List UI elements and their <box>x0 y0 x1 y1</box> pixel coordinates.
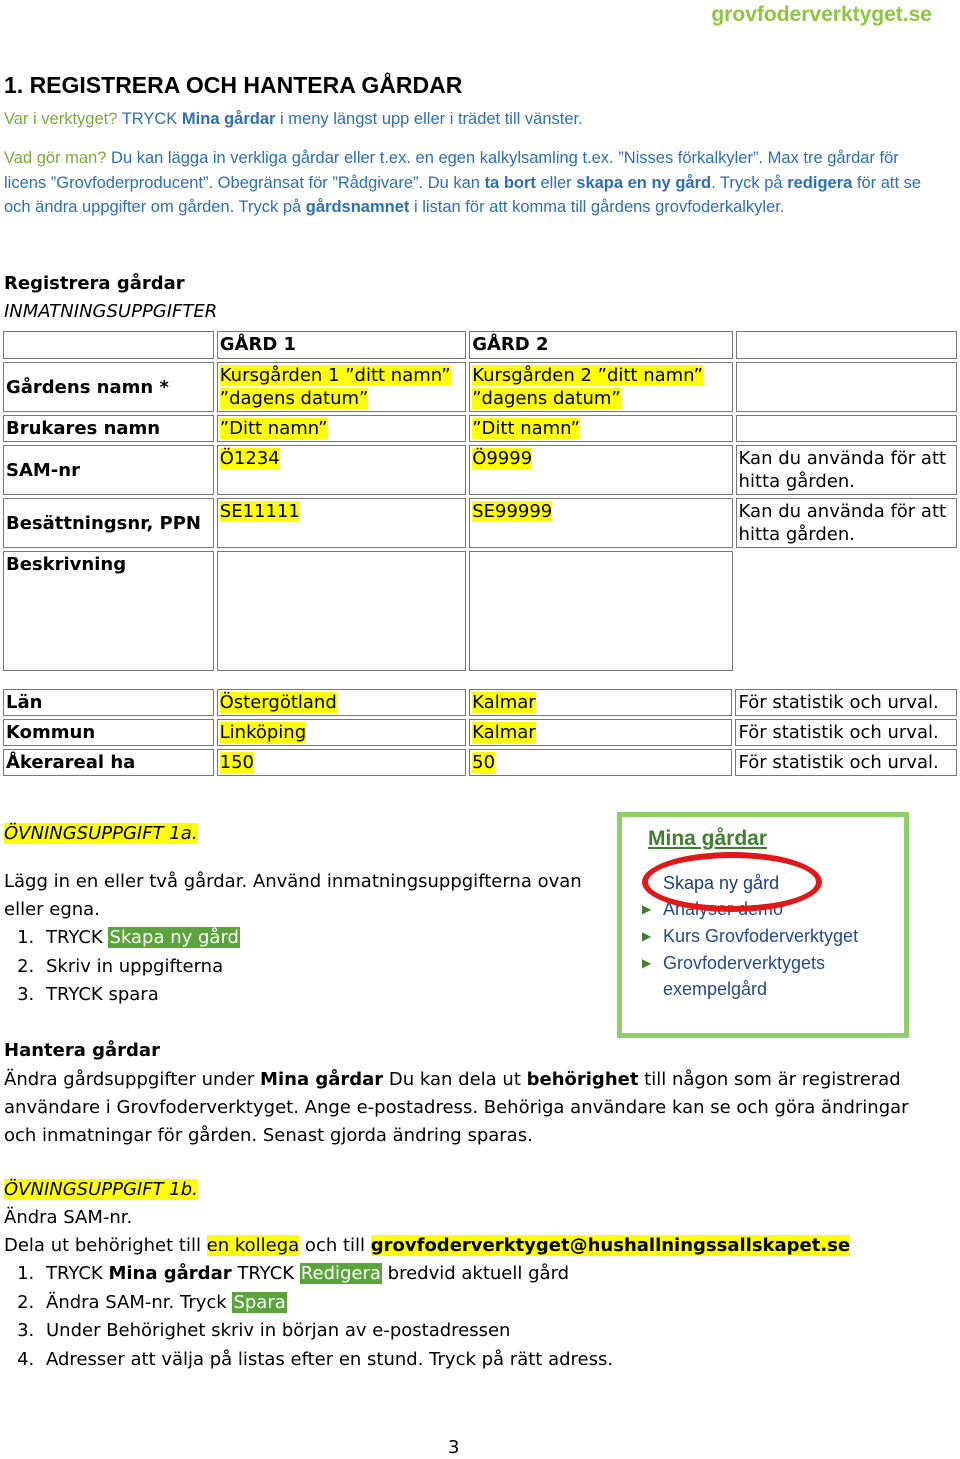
menu-item-analyser[interactable]: Analyser demo <box>663 899 784 919</box>
col-header-gard2: GÅRD 2 <box>469 331 732 359</box>
menu-item-skapa[interactable]: Skapa ny gård <box>663 873 780 893</box>
list-item: 3. Under Behörighet skriv in början av e-postadressen <box>40 1317 904 1346</box>
intro-where: Var i verktyget? TRYCK Mina gårdar i meny längst upp eller i trädet till vänster. <box>4 110 583 128</box>
table-row: Län Östergötland Kalmar För statistik och urval. <box>3 689 957 716</box>
triangle-icon: ▶ <box>642 902 652 916</box>
list-item: 1. TRYCK Skapa ny gård <box>40 924 604 953</box>
table-header-row <box>3 331 957 359</box>
register-subtitle: INMATNINGSUPPGIFTER <box>4 301 218 322</box>
table-row: Brukares namn ”Ditt namn” ”Ditt namn” <box>3 415 957 442</box>
menu-title: Mina gårdar <box>648 827 768 850</box>
menu-item-kurs[interactable]: Kurs Grovfoderverktyget <box>663 926 859 946</box>
intro-what: Vad gör man? Du kan lägga in verkliga gårdar eller t.ex. en egen kalkylsamling t.ex. ”Nisses förkalkyler”. Max tre gårdar för licens ”Grovfoderproducent”. Obegränsat för ”Rådgivare”. Du kan ta bort eller skapa en ny gård. Tryck på redigera för att se och ändra uppgifter om gården. Tryck på gårdsnamnet i listan för att komma till gårdens grovfoderkalkyler. <box>4 149 922 216</box>
spara-button[interactable]: Spara <box>233 1291 286 1313</box>
table-row: Beskrivning <box>3 551 957 671</box>
page-number: 3 <box>448 1437 460 1458</box>
menu-screenshot <box>617 812 909 1038</box>
manage-text: Ändra gårdsuppgifter under Mina gårdar Du kan dela ut behörighet till någon som är registrerad användare i Grovfoderverktyget. Ange e-postadress. Behöriga användare kan se och göra ändringar och inmatningar för gården. Senast gjorda ändring sparas. <box>4 1069 909 1146</box>
exercise-1b-steps <box>4 1260 904 1374</box>
exercise-1b-line2: Dela ut behörighet till en kollega och till grovfoderverktyget@hushallningssallskapet.se <box>4 1235 851 1256</box>
list-item: 3. TRYCK spara <box>40 981 604 1010</box>
triangle-icon: ▶ <box>642 929 652 943</box>
farm-table <box>0 328 960 674</box>
exercise-1a-title: ÖVNINGSUPPGIFT 1a. <box>4 823 198 844</box>
exercise-1a-steps <box>4 924 604 1010</box>
table-row: Åkerareal ha 150 50 För statistik och urval. <box>3 749 957 776</box>
manage-title: Hantera gårdar <box>4 1040 160 1061</box>
triangle-icon: ▶ <box>642 956 652 970</box>
page-title: 1. REGISTRERA OCH HANTERA GÅRDAR <box>4 72 463 98</box>
list-item: 2. Ändra SAM-nr. Tryck Spara <box>40 1289 904 1318</box>
email-address: grovfoderverktyget@hushallningssallskapet.se <box>370 1235 851 1256</box>
exercise-1b-line1: Ändra SAM-nr. <box>4 1207 133 1228</box>
col-header-gard1: GÅRD 1 <box>217 331 466 359</box>
menu-item-exempel[interactable]: Grovfoderverktygets <box>663 953 826 973</box>
list-item: 4. Adresser att välja på listas efter en stund. Tryck på rätt adress. <box>40 1346 904 1375</box>
exercise-1a-text: Lägg in en eller två gårdar. Använd inmatningsuppgifterna ovan eller egna. <box>4 871 582 920</box>
redigera-button[interactable]: Redigera <box>300 1263 381 1284</box>
highlight-circle <box>642 852 822 912</box>
farm-table-location <box>0 686 960 779</box>
register-title: Registrera gårdar <box>4 273 185 294</box>
table-row: Kommun Linköping Kalmar För statistik och urval. <box>3 719 957 746</box>
table-row: Besättningsnr, PPN SE11111 SE99999 Kan du använda för att hitta gården. <box>3 498 957 548</box>
site-name: grovfoderverktyget.se <box>711 3 932 26</box>
table-row: SAM-nr Ö1234 Ö9999 Kan du använda för att hitta gården. <box>3 445 957 495</box>
skapa-ny-gard-button[interactable]: Skapa ny gård <box>109 927 239 948</box>
list-item: 1. TRYCK Mina gårdar TRYCK Redigera bredvid aktuell gård <box>40 1260 904 1289</box>
list-item: 2. Skriv in uppgifterna <box>40 953 604 982</box>
exercise-1b-title: ÖVNINGSUPPGIFT 1b. <box>4 1179 198 1200</box>
what-question: Vad gör man? <box>4 149 107 167</box>
menu-item-exempel-2[interactable]: exempelgård <box>663 979 768 999</box>
table-row: Gårdens namn * Kursgården 1 ”ditt namn” ”dagens datum” Kursgården 2 ”ditt namn” ”dagens datum” <box>3 362 957 412</box>
where-question: Var i verktyget? <box>4 110 118 128</box>
